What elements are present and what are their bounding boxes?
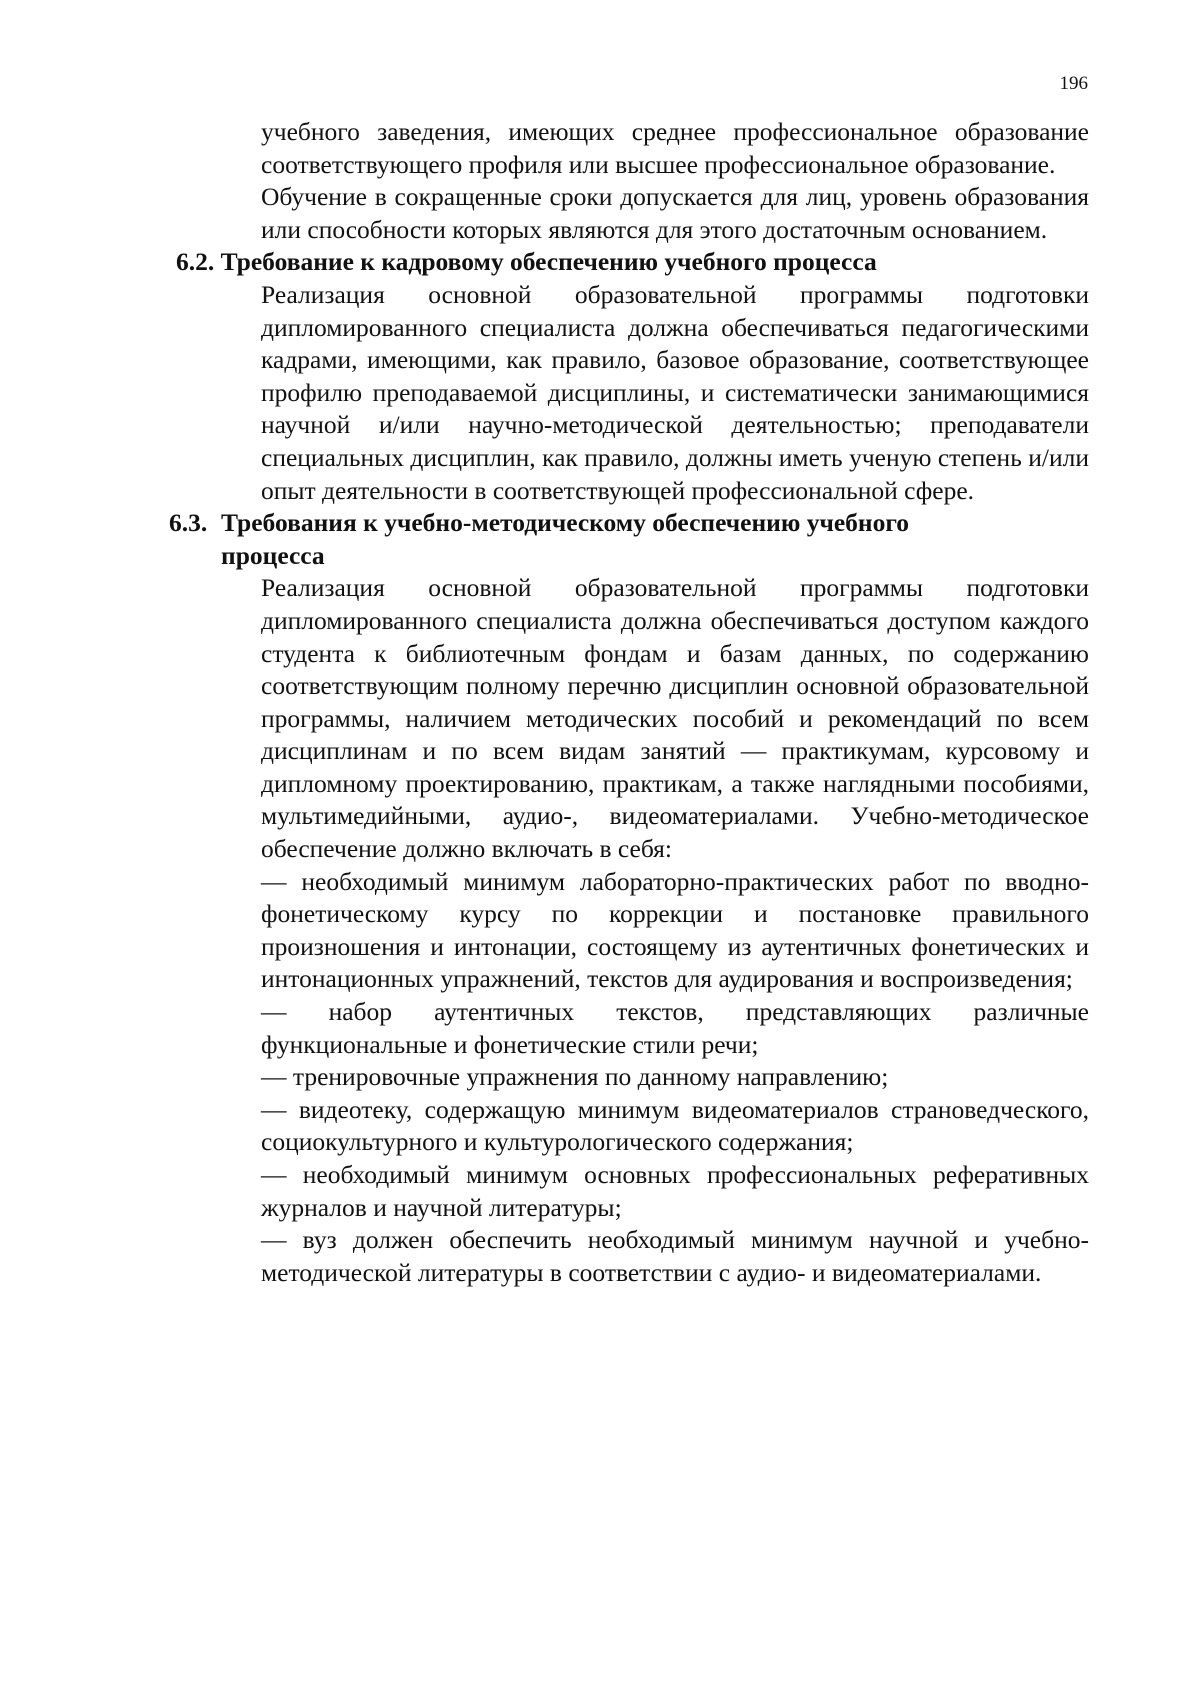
document-body [0, 116, 1200, 1289]
paragraph-shortened-terms: Обучение в сокращенные сроки допускается для лиц, уровень образования или способности которых являются для этого достаточным основанием. [261, 182, 1089, 244]
page-number: 196 [1059, 73, 1088, 94]
section-heading-6-3 [0, 507, 1069, 572]
section-heading-6-3-number: 6.3. [169, 508, 208, 538]
paragraph-education-requirements: учебного заведения, имеющих среднее профессиональное образование соответствующего профиля или высшее профессиональное образование. [261, 117, 1089, 179]
paragraph-staffing: Реализация основной образовательной программы подготовки дипломированного специалиста должна обеспечиваться педагогическими кадрами, имеющими, как правило, базовое образование, соответствующее профилю преподаваемой дисциплины, и систематически занимающимися научной и/или научно-методической деятельностью; преподаватели специальных дисциплин, как правило, должны иметь ученую степень и/или опыт деятельности в соответствующей профессиональной сфере. [261, 279, 1089, 505]
list-item-journals: — необходимый минимум основных профессиональных реферативных журналов и научной литературы; [261, 1160, 1089, 1222]
paragraph-methodical-support: Реализация основной образовательной программы подготовки дипломированного специалиста должна обеспечиваться доступом каждого студента к библиотечным фондам и базам данных, по содержанию соответствующим полному перечню дисциплин основной образовательной программы, наличием методических пособий и рекомендаций по всем дисциплинам и по всем видам занятий — практикумам, курсовому и дипломному проектированию, практикам, а также наглядными пособиями, мультимедийными, аудио-, видеоматериалами. Учебно-методическое обеспечение должно включать в себя: [261, 573, 1089, 864]
section-heading-6-3-line2: процесса [221, 540, 325, 570]
list-item-training-exercises: — тренировочные упражнения по данному направлению; [261, 1062, 889, 1092]
list-item-authentic-texts: — набор аутентичных текстов, представляющих различные функциональные и фонетические стили речи; [261, 997, 1089, 1059]
list-item-literature: — вуз должен обеспечить необходимый минимум научной и учебно-методической литературы в соответствии с аудио- и видеоматериалами. [261, 1225, 1089, 1287]
section-heading-6-2: 6.2. Требование к кадровому обеспечению учебного процесса [176, 247, 877, 277]
list-item-video-library: — видеотеку, содержащую минимум видеоматериалов страноведческого, социокультурного и культурологического содержания; [261, 1094, 1089, 1157]
list-item-lab-works: — необходимый минимум лабораторно-практических работ по вводно-фонетическому курсу по коррекции и постановке правильного произношения и интонации, состоящему из аутентичных фонетических и интонационных упражнений, текстов для аудирования и воспроизведения; [261, 866, 1089, 994]
section-heading-6-3-line1: Требования к учебно-методическому обеспечению учебного [221, 508, 910, 538]
